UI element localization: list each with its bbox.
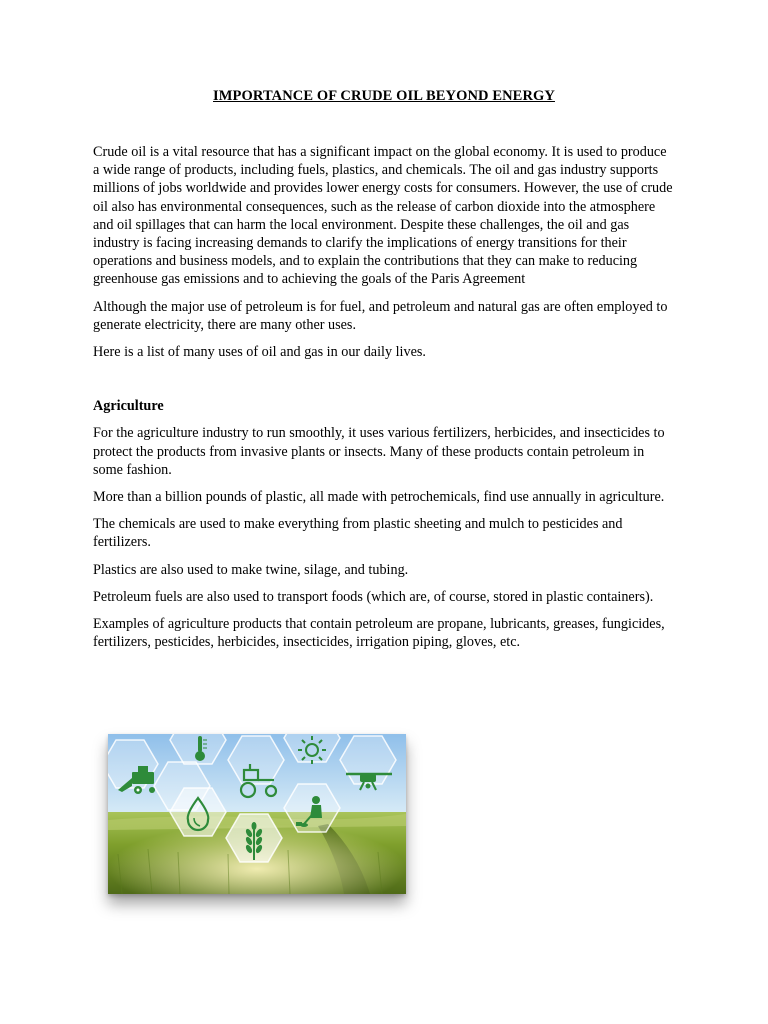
section-paragraph: The chemicals are used to make everything from plastic sheeting and mulch to pesticides and fertilizers.: [93, 516, 623, 551]
section-paragraph: Examples of agriculture products that contain petroleum are propane, lubricants, greases, fungicides, fertilizers, pesticides, herbicides, insecticides, irrigation piping, gloves, etc.: [93, 616, 665, 651]
section-paragraph: For the agriculture industry to run smoothly, it uses various fertilizers, herbicides, and insecticides to protect the products from invasive plants or insects. Many of these products contain petroleum in some fashion.: [93, 425, 665, 478]
document-body: [93, 143, 675, 660]
document-title: IMPORTANCE OF CRUDE OIL BEYOND ENERGY: [213, 88, 555, 104]
intro-paragraph: Crude oil is a vital resource that has a significant impact on the global economy. It is used to produce a wide range of products, including fuels, plastics, and chemicals. The oil and gas industry supports millions of jobs worldwide and provides lower energy costs for consumers. However, the use of crude oil also has environmental consequences, such as the release of carbon dioxide into the atmosphere and oil spillages that can harm the local environment. Despite these challenges, the oil and gas industry is facing increasing demands to clarify the implications of energy transitions for their operations and business models, and to explain the contributions that they can make to reducing greenhouse gas emissions and to achieving the goals of the Paris Agreement: [93, 144, 673, 288]
section-paragraph: More than a billion pounds of plastic, all made with petrochemicals, find use annually in agriculture.: [93, 489, 665, 506]
intro-paragraph: Although the major use of petroleum is for fuel, and petroleum and natural gas are often employed to generate electricity, there are many other uses.: [93, 298, 668, 333]
agriculture-image: [108, 734, 406, 894]
intro-paragraph: Here is a list of many uses of oil and gas in our daily lives.: [93, 344, 426, 361]
section-paragraph: Petroleum fuels are also used to transport foods (which are, of course, stored in plastic containers).: [93, 588, 654, 605]
section-heading: Agriculture: [93, 398, 164, 415]
section-paragraph: Plastics are also used to make twine, silage, and tubing.: [93, 561, 409, 578]
